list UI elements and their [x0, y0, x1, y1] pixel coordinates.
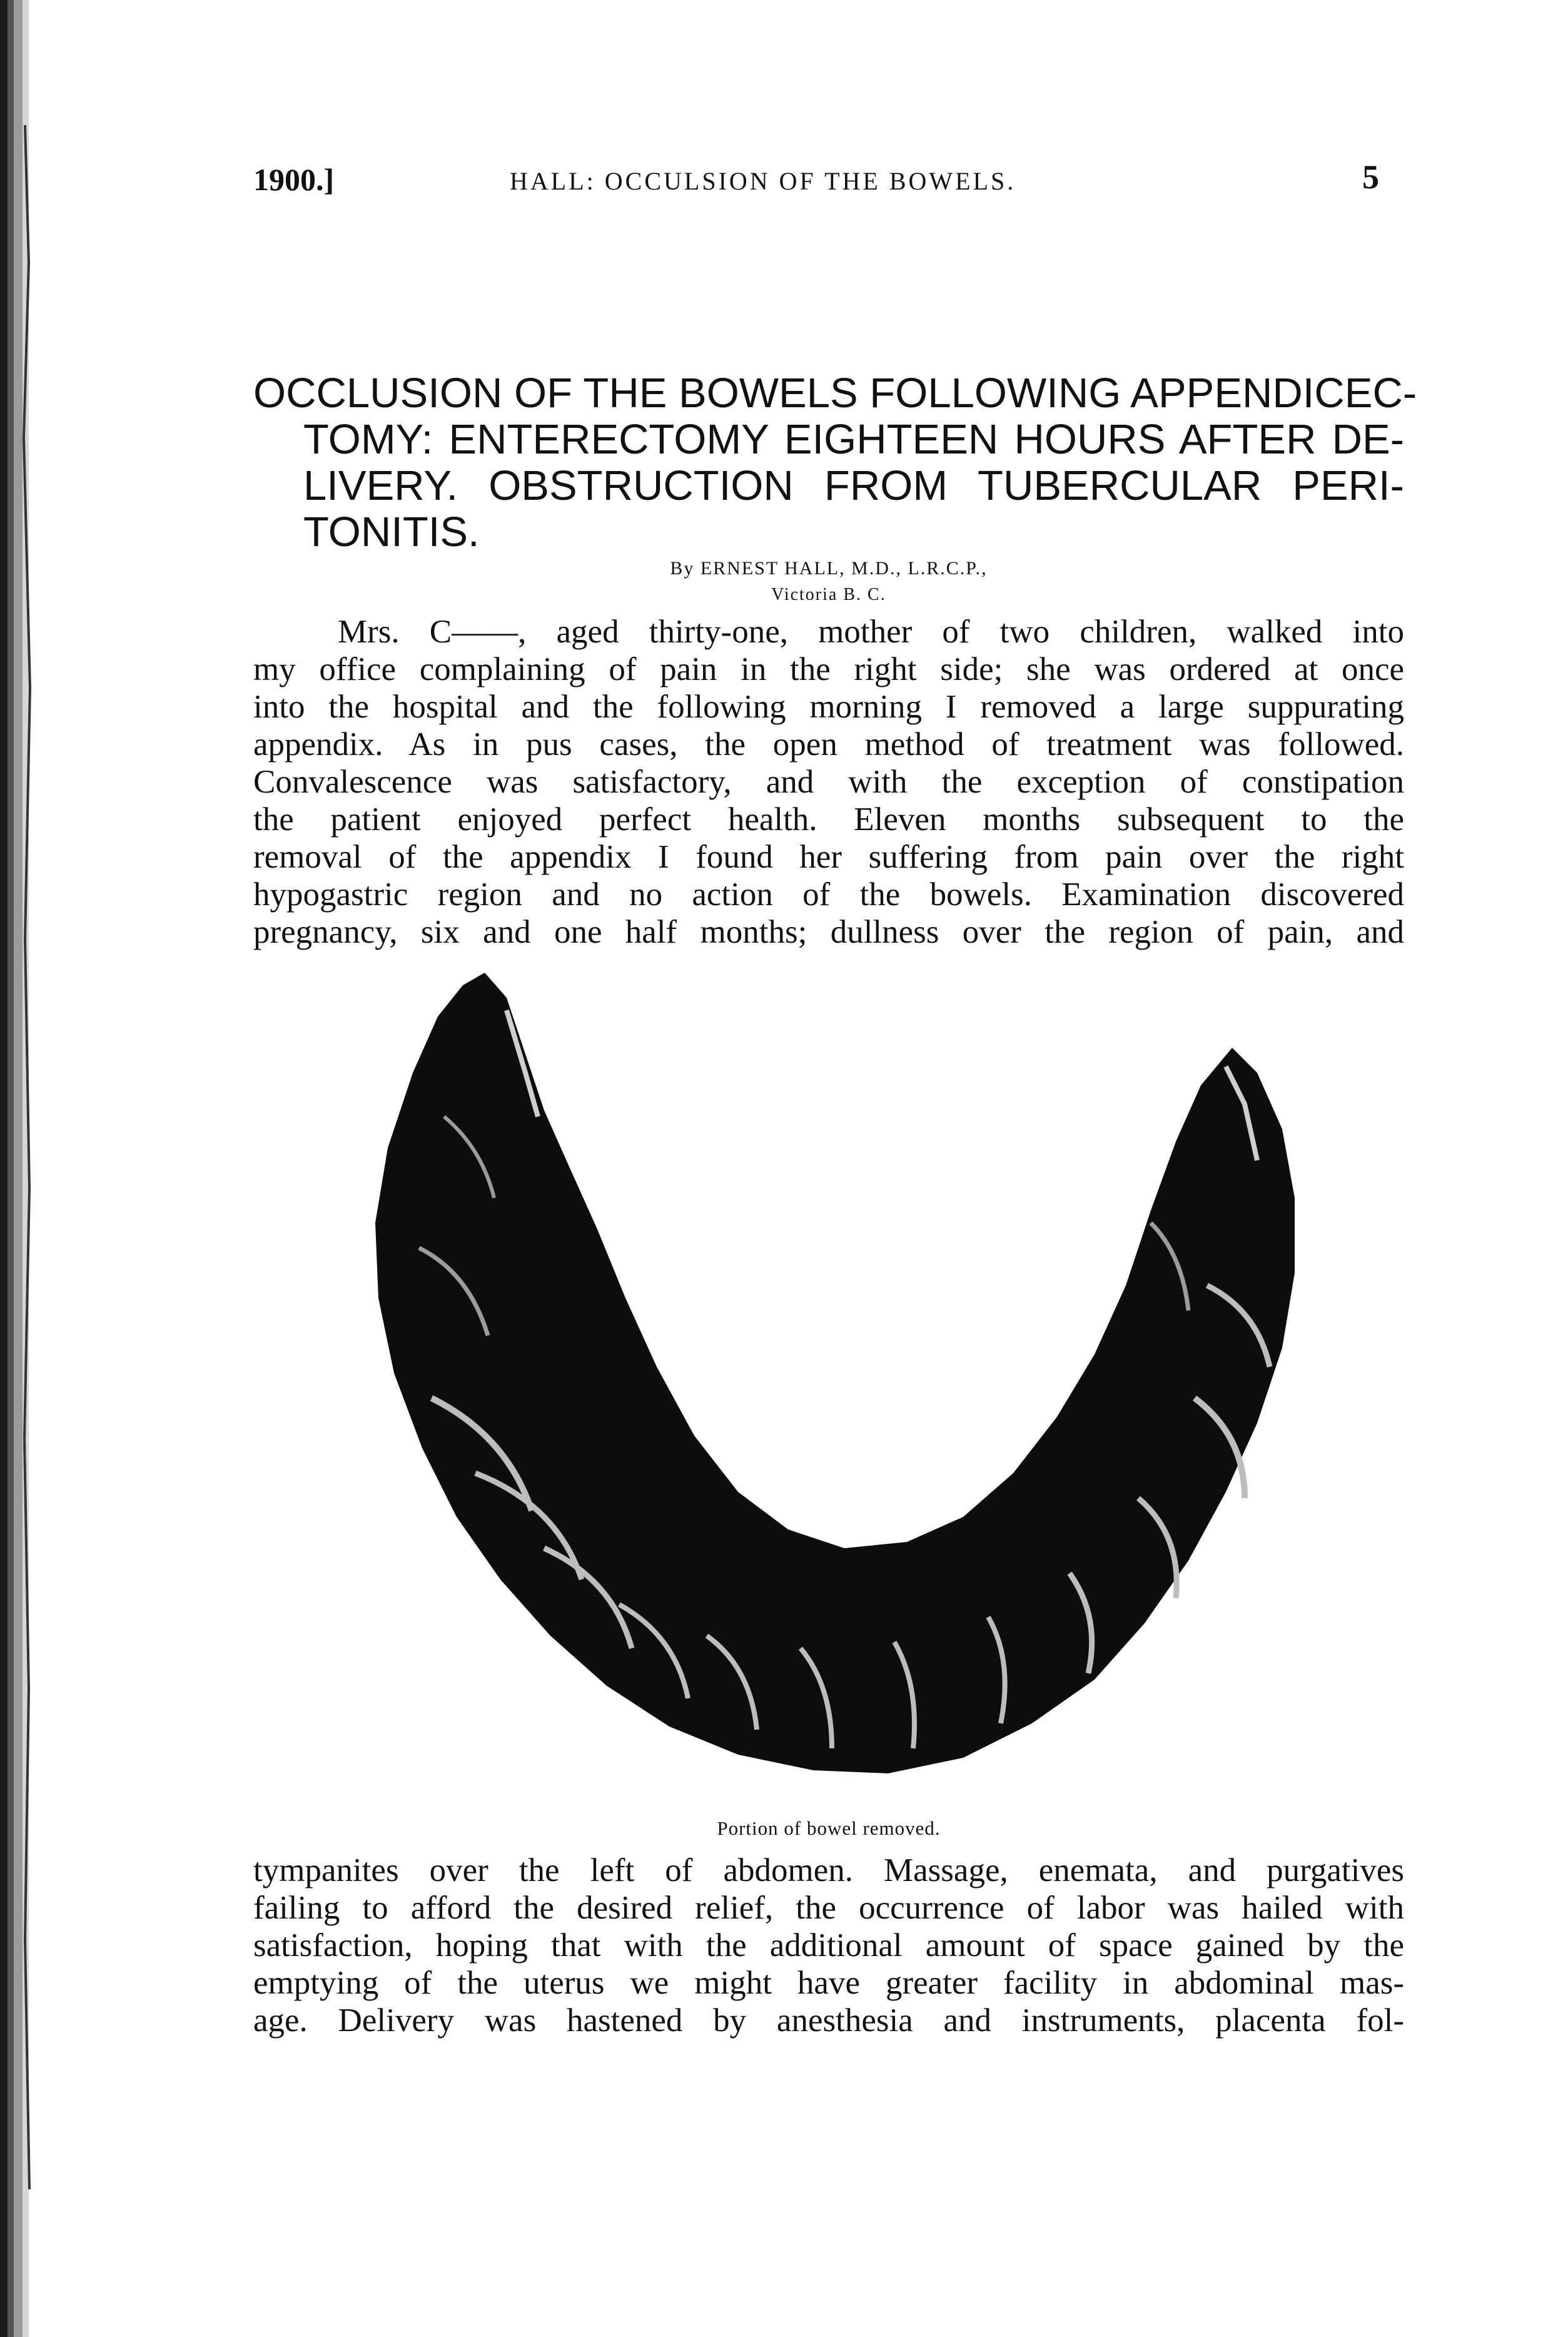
running-head: [253, 158, 1379, 205]
title-line: TONITIS.: [303, 509, 480, 555]
binding-edge-shadow: [0, 0, 56, 2337]
text-line: emptying of the uterus we might have greater facility in abdominal mas-: [253, 1965, 1404, 2001]
text-line: satisfaction, hoping that with the additional amount of space gained by the: [253, 1927, 1404, 1964]
text-line: tympanites over the left of abdomen. Massage, enemata, and purgatives: [253, 1852, 1404, 1888]
title-line: OCCLUSION OF THE BOWELS FOLLOWING APPENDICEC-: [253, 370, 1417, 417]
text-line: pregnancy, six and one half months; dullness over the region of pain, and: [253, 914, 1404, 950]
text-line: removal of the appendix I found her suffering from pain over the right: [253, 839, 1404, 875]
title-line: LIVERY. OBSTRUCTION FROM TUBERCULAR PERI-: [303, 462, 1404, 509]
text-line: into the hospital and the following morning I removed a large suppurating: [253, 689, 1404, 725]
text-line: the patient enjoyed perfect health. Eleven months subsequent to the: [253, 801, 1404, 838]
figure-caption: Portion of bowel removed.: [717, 1817, 941, 1839]
running-head-title: HALL: OCCULSION OF THE BOWELS.: [510, 167, 1016, 195]
text-line: Mrs. C——, aged thirty-one, mother of two children, walked into: [338, 614, 1404, 650]
bowel-specimen-photo: [319, 960, 1426, 1805]
author-byline: [253, 555, 1404, 608]
text-line: Convalescence was satisfactory, and with the exception of constipation: [253, 764, 1404, 800]
text-line: hypogastric region and no action of the bowels. Examination discovered: [253, 876, 1404, 913]
running-head-year: 1900.]: [253, 162, 335, 197]
text-line: my office complaining of pain in the right side; she was ordered at once: [253, 651, 1404, 687]
title-line: TOMY: ENTERECTOMY EIGHTEEN HOURS AFTER DE-: [303, 416, 1404, 463]
paragraph-1: [253, 613, 1404, 951]
page-number: 5: [1362, 158, 1379, 196]
text-line: appendix. As in pus cases, the open method of treatment was followed.: [253, 726, 1404, 763]
author-location: Victoria B. C.: [771, 585, 886, 604]
paragraph-2: [253, 1852, 1404, 2039]
text-line: failing to afford the desired relief, the occurrence of labor was hailed with: [253, 1890, 1404, 1926]
author-name: By ERNEST HALL, M.D., L.R.C.P.,: [670, 558, 988, 579]
text-line: age. Delivery was hastened by anesthesia and instruments, placenta fol-: [253, 2002, 1404, 2039]
article-title: [253, 370, 1417, 555]
